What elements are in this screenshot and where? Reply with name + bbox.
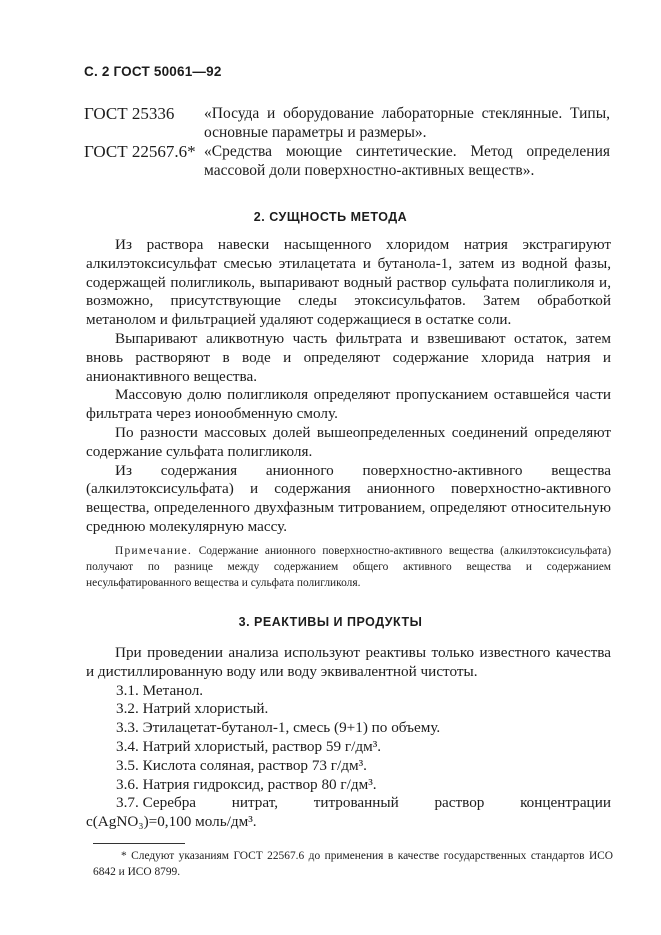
paragraph: При проведении анализа используют реактивы только известного качества и дистиллированную воду или воду эквивалентной чистоты. (86, 644, 611, 680)
paragraph: Из раствора навески насыщенного хлоридом натрия экстрагируют алкилэтоксисульфат смесью этилацетата и бутанола-1, затем из водной фазы, содержащей полигликоль, выпаривают водный раствор сульфата полигликоля и, возможно, присутствующие следы этоксисульфатов. Затем обработкой метанолом и фильтрацией удаляют содержащиеся в остатке соли. (86, 236, 611, 329)
list-item-word: раствор (434, 794, 485, 812)
paragraph: Из содержания анионного поверхностно-активного вещества (алкилэтоксисульфата) и содержания анионного поверхностно-активного вещества, определенного двухфазным титрованием, определяют относительную среднюю молекулярную массу. (86, 461, 611, 535)
list-item-word: концентрации (520, 794, 611, 812)
list-item: 3.3. Этилацетат-бутанол-1, смесь (9+1) по объему. (116, 719, 441, 737)
footnote-divider (93, 843, 185, 844)
list-item: 3.2. Натрий хлористый. (116, 700, 269, 718)
footnote: * Следуют указаниям ГОСТ 22567.6 до применения в качестве государственных стандартов ИСО 6842 и ИСО 8799. (93, 850, 613, 878)
section-2-title: 2. СУЩНОСТЬ МЕТОДА (253, 210, 408, 224)
note-label: Примечание. (115, 544, 193, 557)
list-item: 3.6. Натрия гидроксид, раствор 80 г/дм³. (116, 775, 377, 793)
list-item-word: нитрат, (231, 794, 279, 812)
reference-item (84, 142, 610, 180)
list-item-word: 3.7. Серебра (116, 794, 197, 812)
references-list (84, 104, 610, 180)
list-item (86, 794, 611, 813)
section-2-body (86, 236, 611, 591)
formula: c(AgNO₃)=0,100 моль/дм³. (86, 813, 257, 831)
reference-code: ГОСТ 22567.6* (84, 142, 196, 161)
list-item: 3.5. Кислота соляная, раствор 73 г/дм³. (116, 756, 367, 774)
section-3-body (86, 644, 611, 832)
page-header: С. 2 ГОСТ 50061—92 (84, 64, 222, 79)
list-item: 3.1. Метанол. (116, 681, 204, 699)
list-item: 3.4. Натрий хлористый, раствор 59 г/дм³. (116, 737, 382, 755)
list-item-word: титрованный (313, 794, 399, 812)
reference-text: «Посуда и оборудование лабораторные стеклянные. Типы, основные параметры и размеры». (204, 105, 610, 141)
note-text: Содержание анионного поверхностно-активного вещества (алкилэтоксисульфата) получают по разнице между содержанием общего активного вещества и содержанием несульфатированного вещества и сульфата полигликоля. (86, 544, 611, 589)
note (86, 543, 611, 591)
reference-item (84, 104, 610, 142)
section-3-title: 3. РЕАКТИВЫ И ПРОДУКТЫ (238, 615, 423, 629)
paragraph: Массовую долю полигликоля определяют пропусканием оставшейся части фильтрата через ионообменную смолу. (86, 386, 611, 423)
paragraph: По разности массовых долей вышеопределенных соединений определяют содержание сульфата полигликоля. (86, 423, 611, 460)
reference-code: ГОСТ 25336 (84, 104, 175, 123)
reference-text: «Средства моющие синтетические. Метод определения массовой доли поверхностно-активных веществ». (204, 143, 610, 179)
paragraph: Выпаривают аликвотную часть фильтрата и взвешивают остаток, затем вновь растворяют в воде и определяют содержание хлорида натрия и анионактивного вещества. (86, 329, 611, 385)
